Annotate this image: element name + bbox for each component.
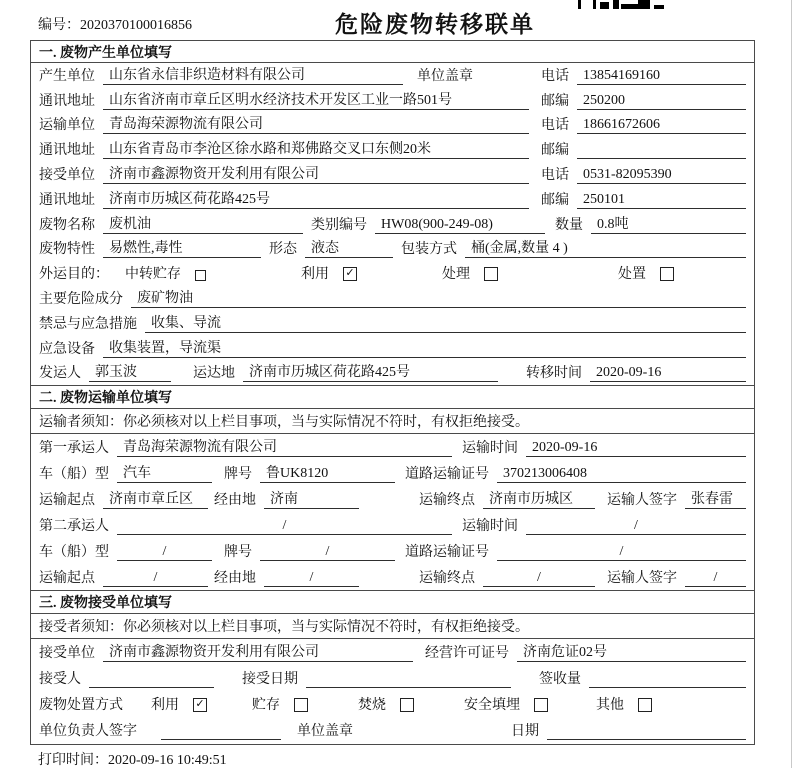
disposal-use-label: 利用 [151,697,179,713]
dispatcher-field: 郭玉波 [89,364,171,382]
dispatcher-label: 发运人 [39,366,81,382]
section-transport [31,385,754,590]
row-transporter-address [31,137,754,162]
route-end-label: 运输终点 [419,493,475,509]
form-label: 形态 [269,242,297,258]
producer-value-field: 山东省永信非织造材料有限公司 [103,67,403,85]
purpose-use-checkbox [343,267,357,281]
qr-finder-icon [578,0,596,9]
row-transporter [31,113,754,138]
section3-header: 三. 废物接受单位填写 [31,590,754,614]
disposal-burn-checkbox [400,698,414,712]
row-first-carrier [31,434,754,460]
hazard-label: 主要危险成分 [39,291,123,307]
waste-props-field: 易燃性,毒性 [103,240,261,258]
road-license-label: 道路运输证号 [405,545,489,561]
transfer-time-label: 转移时间 [526,366,582,382]
row-receiver-address [31,187,754,212]
row-dispatch [31,361,754,386]
address-label: 通讯地址 [39,93,95,109]
transporter-phone-field: 18661672606 [577,116,746,134]
route-start-label: 运输起点 [39,493,95,509]
category-code-field: HW08(900-249-08) [375,216,545,234]
plate-field: 鲁UK8120 [260,465,395,483]
zip-label: 邮编 [541,93,569,109]
route-via-label: 经由地 [214,571,256,587]
transporter-notice: 运输者须知：你必须核对以上栏目事项，当与实际情况不符时，有权拒绝接受。 [31,409,754,434]
zip-label: 邮编 [541,192,569,208]
row-receive-unit [31,639,754,665]
disposal-use-checkbox [193,698,207,712]
equipment-label: 应急设备 [39,341,95,357]
first-carrier-field: 青岛海荣源物流有限公司 [117,439,452,457]
destination-field: 济南市历城区荷花路425号 [243,364,498,382]
producer-zip-group [541,92,746,110]
carrier-sign-field-2: / [685,569,746,587]
route-end-field-2: / [483,569,595,587]
section1-header: 一. 废物产生单位填写 [31,41,754,63]
print-time-label: 打印时间： [38,753,108,768]
disposal-burn-label: 焚烧 [358,697,386,713]
transport-time-field: 2020-09-16 [526,439,746,457]
carrier-sign-label: 运输人签字 [607,493,677,509]
route-via-field: 济南 [264,491,359,509]
serial-label: 编号： [38,18,80,33]
purpose-dispose-label: 处置 [618,267,646,283]
business-license-field: 济南危证02号 [517,644,746,662]
taboo-label: 禁忌与应急措施 [39,316,137,332]
route-end-label: 运输终点 [419,571,475,587]
section-receive [31,590,754,742]
row-route-1 [31,486,754,512]
recipient-label: 接受人 [39,671,81,687]
row-recipient [31,665,754,691]
receive-unit-field: 济南市鑫源物资开发利用有限公司 [103,644,413,662]
transporter-value-field: 青岛海荣源物流有限公司 [103,116,529,134]
route-start-field-2: / [103,569,208,587]
phone-label: 电话 [541,118,569,134]
waste-name-field: 废机油 [103,216,303,234]
packing-label: 包装方式 [401,242,457,258]
packing-field: 桶(金属,数量 4 ) [465,240,746,258]
section2-header: 二. 废物运输单位填写 [31,385,754,409]
transporter-address-field: 山东省青岛市李沧区徐水路和郑佛路交叉口东侧20米 [103,141,529,159]
carrier-sign-field: 张春雷 [685,491,746,509]
row-emergency-equipment [31,336,754,361]
quantity-field: 0.8吨 [591,216,746,234]
receiver-notice: 接受者须知：你必须核对以上栏目事项，当与实际情况不符时，有权拒绝接受。 [31,614,754,639]
phone-label: 电话 [541,167,569,183]
section-producer [31,41,754,385]
route-start-field: 济南市章丘区 [103,491,208,509]
row-unit-signature [31,717,754,743]
second-carrier-label: 第二承运人 [39,519,109,535]
category-code-label: 类别编号 [311,217,367,233]
road-license-field-2: / [497,543,746,561]
destination-label: 运达地 [193,366,235,382]
vehicle-type-field-2: / [117,543,212,561]
producer-phone-field: 13854169160 [577,67,746,85]
row-transfer-purpose [31,261,754,286]
route-via-label: 经由地 [214,493,256,509]
row-vehicle-1 [31,460,754,486]
first-carrier-label: 第一承运人 [39,441,109,457]
receiver-zip-group [541,191,746,209]
road-license-field: 370213006408 [497,465,746,483]
disposal-landfill-checkbox [534,698,548,712]
row-disposal-method [31,691,754,717]
disposal-label: 废物处置方式 [39,697,123,713]
transport-time-label: 运输时间 [462,519,518,535]
taboo-field: 收集、导流 [145,315,746,333]
date-field [547,723,746,740]
purpose-treat-label: 处理 [442,267,470,283]
signed-qty-label: 签收量 [539,671,581,687]
row-taboo-measures [31,311,754,336]
hazard-field: 废矿物油 [131,290,746,308]
purpose-storage-checkbox [195,270,206,281]
purpose-label: 外运目的： [39,267,109,283]
serial-value: 2020370100016856 [80,18,192,33]
second-carrier-field: / [117,517,452,535]
unit-signer-label: 单位负责人签字 [39,723,137,739]
transport-time-label: 运输时间 [462,441,518,457]
quantity-label: 数量 [555,217,583,233]
producer-label: 产生单位 [39,68,95,84]
plate-field-2: / [260,543,395,561]
disposal-store-label: 贮存 [252,697,280,713]
producer-address-field: 山东省济南市章丘区明水经济技术开发区工业一路501号 [103,92,529,110]
disposal-other-checkbox [638,698,652,712]
check-mark: ✓ [195,697,205,710]
receive-unit-label: 接受单位 [39,646,95,662]
row-producer-address [31,88,754,113]
row-route-2 [31,564,754,590]
receiver-phone-group [541,166,746,184]
plate-label: 牌号 [224,467,252,483]
purpose-dispose-checkbox [660,267,674,281]
receiver-zip-field: 250101 [577,191,746,209]
transfer-time-field: 2020-09-16 [590,364,746,382]
vehicle-type-field: 汽车 [117,465,212,483]
unit-signer-field [161,723,281,740]
route-start-label: 运输起点 [39,571,95,587]
print-time [38,749,227,768]
route-via-field-2: / [264,569,359,587]
waste-name-label: 废物名称 [39,217,95,233]
disposal-store-checkbox [294,698,308,712]
producer-phone-group [541,67,746,85]
disposal-other-label: 其他 [596,697,624,713]
row-receiver [31,162,754,187]
purpose-treat-checkbox [484,267,498,281]
receiver-address-field: 济南市历城区荷花路425号 [103,191,529,209]
vehicle-type-label: 车（船）型 [39,545,109,561]
row-waste-name [31,212,754,237]
disposal-landfill-label: 安全填埋 [464,697,520,713]
receiver-label: 接受单位 [39,167,95,183]
page-edge-line [791,0,792,768]
form-field: 液态 [305,240,393,258]
transporter-zip-group [541,142,746,159]
plate-label: 牌号 [224,545,252,561]
page-title: 危险废物转移联单 [335,12,535,37]
unit-seal-label: 单位盖章 [297,723,353,739]
zip-label: 邮编 [541,143,569,159]
unit-seal-label: 单位盖章 [417,68,473,84]
road-license-label: 道路运输证号 [405,467,489,483]
row-vehicle-2 [31,538,754,564]
receive-date-field [306,671,511,688]
producer-zip-field: 250200 [577,92,746,110]
form-table [30,40,755,745]
check-mark: ✓ [345,267,355,280]
qr-code-fragment [578,0,664,9]
second-transport-time-field: / [526,517,746,535]
row-hazard-component [31,286,754,311]
row-waste-properties [31,237,754,262]
row-producer [31,63,754,88]
signed-qty-field [589,671,746,688]
receive-date-label: 接受日期 [242,671,298,687]
receiver-value-field: 济南市鑫源物资开发利用有限公司 [103,166,529,184]
address-label: 通讯地址 [39,143,95,159]
purpose-storage-label: 中转贮存 [125,267,181,283]
transporter-label: 运输单位 [39,118,95,134]
row-second-carrier [31,512,754,538]
print-time-value: 2020-09-16 10:49:51 [108,753,227,768]
purpose-use-label: 利用 [301,267,329,283]
date-label: 日期 [511,723,539,739]
transporter-zip-field [577,142,746,159]
business-license-label: 经营许可证号 [425,646,509,662]
waste-props-label: 废物特性 [39,242,95,258]
equipment-field: 收集装置，导流渠 [103,340,746,358]
phone-label: 电话 [541,68,569,84]
address-label: 通讯地址 [39,192,95,208]
route-end-field: 济南市历城区 [483,491,595,509]
recipient-field [89,671,214,688]
receiver-phone-field: 0531-82095390 [577,166,746,184]
transporter-phone-group [541,116,746,134]
vehicle-type-label: 车（船）型 [39,467,109,483]
carrier-sign-label: 运输人签字 [607,571,677,587]
